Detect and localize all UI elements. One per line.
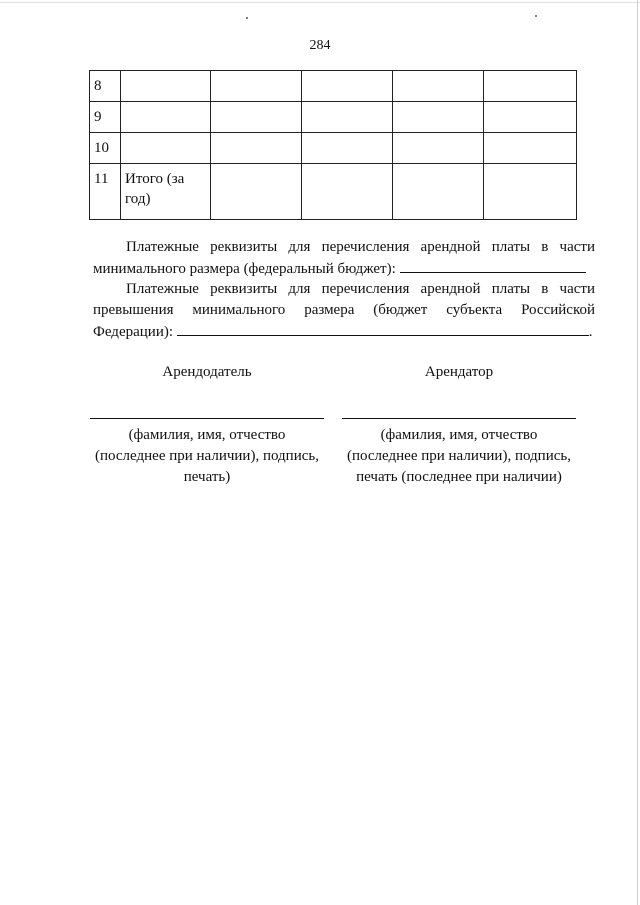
federal-requisites-paragraph — [93, 237, 595, 280]
table-cell — [393, 164, 484, 220]
regional-requisites-paragraph — [93, 279, 595, 343]
regional-requisites-line1: Платежные реквизиты для перечисления арендной платы в части — [126, 281, 595, 297]
table-cell — [484, 164, 577, 220]
scan-speck — [535, 15, 537, 17]
tenant-role-label: Арендатор — [424, 364, 494, 380]
total-label-cell — [121, 164, 211, 220]
table-cell — [393, 71, 484, 102]
row-number-cell: 10 — [90, 133, 121, 164]
row-number-cell: 11 — [90, 164, 121, 220]
row-number-cell: 8 — [90, 71, 121, 102]
page-number: 284 — [309, 38, 331, 53]
landlord-signature-caption — [90, 425, 324, 488]
scan-edge-top — [0, 2, 640, 3]
table-cell — [302, 133, 393, 164]
table-cell — [302, 71, 393, 102]
table-cell — [302, 102, 393, 133]
row-label-cell — [121, 133, 211, 164]
federal-requisites-blank[interactable] — [400, 258, 586, 273]
landlord-caption-line2: (последнее при наличии), подпись, — [95, 448, 319, 464]
regional-requisites-end: . — [588, 324, 593, 340]
table-row — [90, 133, 577, 164]
landlord-signature-line[interactable] — [90, 418, 324, 419]
tenant-signature-caption — [342, 425, 576, 488]
table-cell — [211, 164, 302, 220]
table-cell — [211, 102, 302, 133]
table-cell — [393, 102, 484, 133]
tenant-caption-line3: печать (последнее при наличии) — [356, 469, 562, 485]
table-cell — [484, 133, 577, 164]
regional-requisites-blank[interactable] — [177, 321, 589, 336]
table-cell — [302, 164, 393, 220]
rent-payment-table — [89, 70, 577, 220]
row-number-cell: 9 — [90, 102, 121, 133]
table-row — [90, 102, 577, 133]
table-cell — [211, 133, 302, 164]
total-label-line1: Итого (за — [125, 171, 185, 187]
tenant-caption-line2: (последнее при наличии), подпись, — [347, 448, 571, 464]
table-cell — [393, 133, 484, 164]
table-row-total — [90, 164, 577, 220]
tenant-caption-line1: (фамилия, имя, отчество — [380, 427, 538, 443]
regional-requisites-line2: превышения минимального размера (бюджет субъекта Российской — [93, 302, 595, 318]
landlord-caption-line3: печать) — [183, 469, 231, 485]
regional-requisites-line3: Федерации): — [93, 324, 174, 340]
federal-requisites-line2: минимального размера (федеральный бюджет): — [93, 261, 396, 277]
table-cell — [211, 71, 302, 102]
row-label-cell — [121, 71, 211, 102]
landlord-caption-line1: (фамилия, имя, отчество — [128, 427, 286, 443]
federal-requisites-line1: Платежные реквизиты для перечисления арендной платы в части — [126, 239, 595, 255]
table-row — [90, 71, 577, 102]
table-cell — [484, 71, 577, 102]
scan-edge-right — [637, 0, 638, 905]
scan-speck — [246, 17, 248, 19]
tenant-signature-line[interactable] — [342, 418, 576, 419]
row-label-cell — [121, 102, 211, 133]
landlord-role-label: Арендодатель — [162, 364, 252, 380]
total-label-line2: год) — [125, 191, 151, 207]
table-cell — [484, 102, 577, 133]
